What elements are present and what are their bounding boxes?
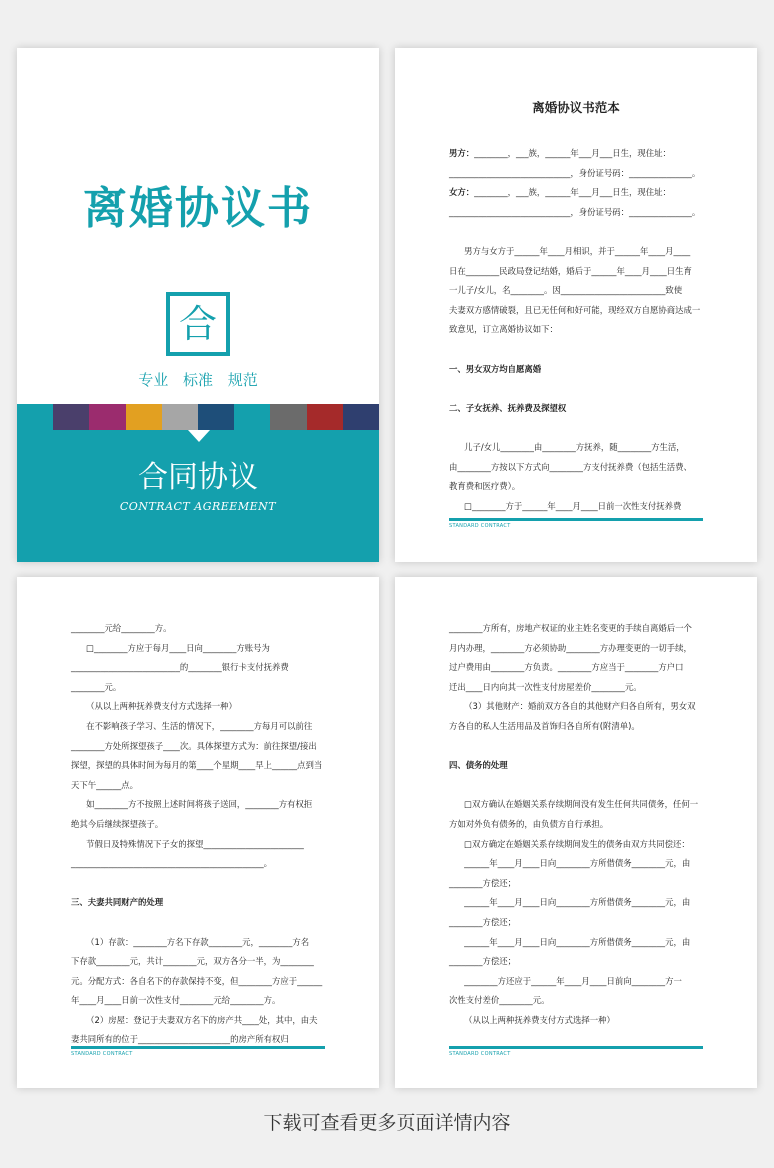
document-line: ________方还应于______年____月____日前向________方一: [464, 975, 682, 986]
document-line: ________元给________方。: [71, 623, 172, 633]
stripe-swatch: [234, 404, 270, 430]
document-line: 在不影响孩子学习、生活的情况下，________方每月可以前往: [86, 720, 313, 731]
blank-line: [449, 776, 703, 796]
stripe-swatch: [89, 404, 125, 430]
document-line: ________方所有，房地产权证的业主姓名变更的手续自离婚后一个: [449, 623, 692, 633]
document-line: 夫妻双方感情破裂，且已无任何和好可能，现经双方自愿协商达成一: [449, 304, 701, 315]
stripe-swatch: [198, 404, 234, 430]
document-line: 妻共同所有的位于______________________的房产所有权归: [71, 1034, 289, 1045]
blank-line: [71, 874, 325, 894]
stripe-swatch: [126, 404, 162, 430]
document-line: ________方处所探望孩子____次。具体探望方式为：前往探望/接出: [71, 740, 317, 751]
footer-label: STANDARD CONTRACT: [71, 1051, 133, 1057]
cover-band: [17, 430, 379, 562]
document-line: 教育费和医疗费）。: [449, 481, 521, 492]
document-line: ______年____月____日向________方所借债务________元，由: [464, 858, 691, 869]
document-line: 元。分配方式：各自名下的存款保持不变，但________方应于______: [71, 975, 323, 986]
document-line: ______________________________________________。: [71, 858, 272, 869]
blank-line: [71, 913, 325, 933]
document-line: 下存款________元，共计________元，双方各分一半，为________: [71, 956, 314, 967]
document-line: 过户费用由________方负责。________方应当于________方户口: [449, 662, 684, 673]
document-line: _____________________________，身份证号码：_______________。: [449, 206, 701, 217]
band-title: 合同协议: [138, 460, 258, 495]
stripe-swatch: [270, 404, 306, 430]
party-line: 女方：________，___族，______年___月___日生，现住址：: [449, 187, 671, 198]
document-line: __________________________的________银行卡支付抚养费: [71, 662, 289, 673]
section-heading: 一、男女双方均自愿离婚: [449, 363, 542, 374]
document-line: ______年____月____日向________方所借债务________元，由: [464, 936, 691, 947]
document-line: 如________方不按照上述时间将孩子送回，________方有权拒: [86, 799, 313, 810]
footer-bar: [71, 1046, 325, 1049]
footer-label: STANDARD CONTRACT: [449, 1051, 511, 1057]
document-line: _____________________________，身份证号码：_______________。: [449, 167, 701, 178]
stripe-swatch: [307, 404, 343, 430]
document-line: 节假日及特殊情况下子女的探望________________________: [86, 838, 304, 849]
footer-bar: [449, 518, 703, 521]
document-line: 致意见，订立离婚协议如下：: [449, 324, 558, 335]
blank-line: [449, 222, 703, 242]
download-caption: 下载可查看更多页面详情内容: [263, 1112, 511, 1134]
document-line: 日在________民政局登记结婚，婚后于______年____月____日生育: [449, 265, 692, 276]
document-line: □双方确定在婚姻关系存续期间发生的债务由双方共同偿还：: [464, 838, 690, 849]
cover-tagline: 专业 标准 规范: [138, 371, 258, 389]
stripe-swatch: [53, 404, 89, 430]
document-line: （从以上两种抚养费支付方式选择一种）: [464, 1014, 615, 1025]
document-line: 探望，探望的具体时间为每月的第____个星期____早上______点到当: [71, 760, 323, 771]
document-line: ________方偿还；: [449, 877, 516, 888]
document-line: ________元。: [71, 681, 122, 692]
section-heading: 三、夫妻共同财产的处理: [71, 897, 164, 908]
blank-line: [449, 418, 703, 438]
document-line: □________方于______年____月____日前一次性支付抚养费: [464, 500, 682, 511]
party-line: 男方：________，___族，______年___月___日生，现住址：: [449, 148, 671, 158]
document-line: □________方应于每月____日向________方账号为: [86, 642, 270, 653]
document-page-1: [395, 48, 757, 562]
document-line: 儿子/女儿________由________方抚养，随________方生活，: [464, 441, 685, 452]
document-line: 绝其今后继续探望孩子。: [71, 818, 164, 829]
document-page-2: [17, 577, 379, 1088]
document-body: [449, 619, 703, 1030]
document-line: 男方与女方于______年____月相识，并于______年____月____: [464, 245, 691, 256]
document-line: 年____月____日前一次性支付________元给________方。: [71, 995, 281, 1006]
footer-bar: [449, 1046, 703, 1049]
document-line: □双方确认在婚姻关系存续期间没有发生任何共同债务，任何一: [464, 799, 699, 810]
cover-title: 离婚协议书: [83, 183, 313, 234]
section-heading: 四、债务的处理: [449, 760, 508, 771]
document-line: ________方偿还；: [449, 956, 516, 967]
stripe-swatch: [162, 404, 198, 430]
document-line: （2）房屋：登记于夫妻双方名下的房产共____处，其中，由夫: [86, 1014, 318, 1025]
document-line: 方如对外负有债务的，由负债方自行承担。: [449, 818, 609, 829]
band-notch: [188, 430, 210, 442]
document-line: （1）存款：________方名下存款________元，________方名: [86, 936, 310, 947]
cover-page: [17, 48, 379, 562]
footer-label: STANDARD CONTRACT: [449, 523, 511, 529]
document-line: 迁出____日内向其一次性支付房屋差价________元。: [449, 681, 642, 692]
stripe-swatch: [343, 404, 379, 430]
document-body: [449, 144, 703, 516]
document-line: 方各自的私人生活用品及首饰归各自所有(附清单)。: [449, 720, 640, 731]
contract-seal-icon: 合: [166, 292, 230, 356]
color-stripe: [17, 404, 379, 430]
document-line: ______年____月____日向________方所借债务________元，由: [464, 897, 691, 908]
document-line: （从以上两种抚养费支付方式选择一种）: [86, 701, 237, 712]
blank-line: [449, 737, 703, 757]
blank-line: [449, 340, 703, 360]
section-heading: 二、子女抚养、抚养费及探望权: [449, 402, 567, 413]
document-line: 天下午______点。: [71, 779, 138, 790]
document-line: 一儿子/女儿，名________。因_________________________致使: [449, 285, 683, 296]
document-line: 次性支付差价________元。: [449, 995, 550, 1006]
document-line: ________方偿还；: [449, 916, 516, 927]
document-line: 由________方按以下方式向________方支付抚养费（包括生活费、: [449, 461, 692, 472]
document-line: 月内办理，________方必须协助________方办理变更的一切手续，: [449, 642, 692, 653]
document-page-3: [395, 577, 757, 1088]
stripe-swatch: [17, 404, 53, 430]
document-title: 离婚协议书范本: [532, 100, 620, 115]
document-body: [71, 619, 325, 1050]
document-line: （3）其他财产：婚前双方各自的其他财产归各自所有，男女双: [464, 701, 696, 712]
band-subtitle: CONTRACT AGREEMENT: [119, 500, 277, 513]
blank-line: [449, 379, 703, 399]
